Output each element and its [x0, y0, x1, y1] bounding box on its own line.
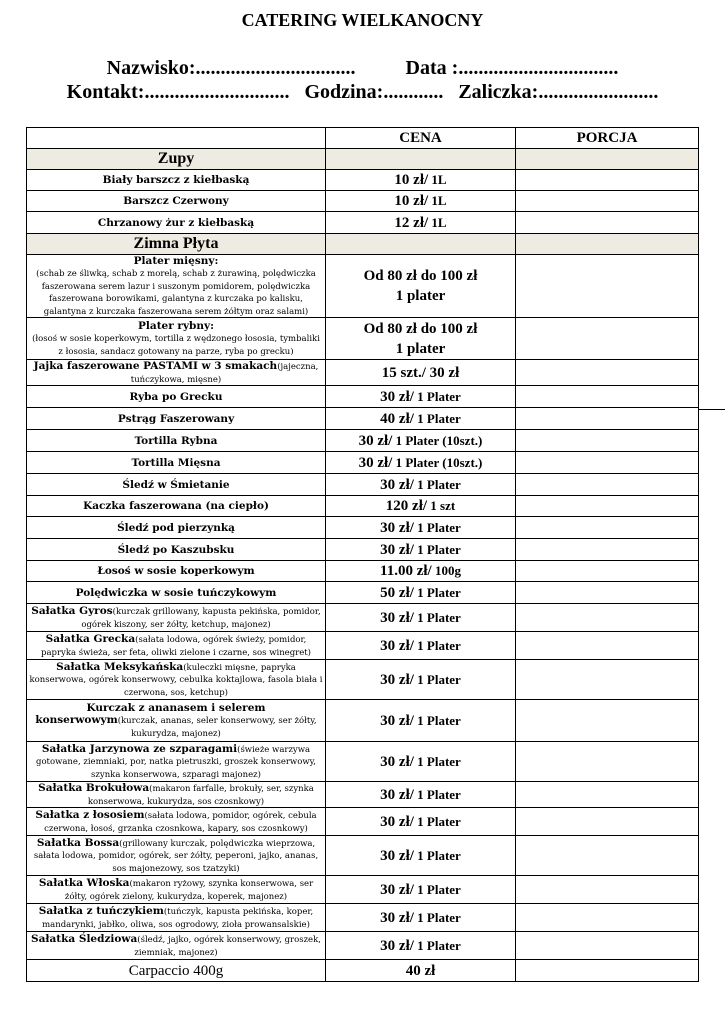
item-price: 40 zł — [326, 960, 516, 982]
table-row — [27, 742, 699, 782]
item-cell — [27, 876, 326, 904]
item-price-unit: 1 Plater (10szt.) — [392, 454, 483, 470]
portion-cell — [516, 561, 699, 582]
portion-cell — [516, 836, 699, 876]
price-cell — [326, 932, 516, 960]
portion-cell — [516, 255, 699, 318]
item-description: (makaron farfalle, brokuły, ser, szynka konserwowa, kukurydza, sos czosnkowy) — [87, 784, 314, 807]
price-cell — [326, 474, 516, 496]
portion-cell — [516, 212, 699, 234]
item-price: 120 zł/ — [385, 498, 428, 514]
table-row — [27, 932, 699, 960]
table-row — [27, 360, 699, 386]
table-row — [27, 904, 699, 932]
price-cell — [326, 496, 516, 517]
item-cell — [27, 904, 326, 932]
item-price: 30 zł/ — [380, 519, 414, 536]
price-cell — [326, 212, 516, 234]
item-price-unit: 1 Plater — [413, 519, 461, 535]
table-row — [27, 408, 699, 430]
item-price-unit: 1 Plater — [413, 937, 461, 953]
item-cell — [27, 452, 326, 474]
item-description: (makaron ryżowy, szynka konserwowa, ser żółty, ogórek zielony, kukurydza, koperek, majonez) — [64, 879, 314, 902]
item-name: Chrzanowy żur z kiełbaską — [97, 216, 255, 229]
item-cell — [27, 496, 326, 517]
price-cell — [326, 452, 516, 474]
portion-cell — [516, 430, 699, 452]
price-cell — [326, 604, 516, 632]
header-price-cell: CENA — [326, 128, 516, 149]
table-header-row — [27, 128, 699, 149]
item-name: Biały barszcz z kiełbaską — [102, 174, 250, 186]
price-cell — [326, 430, 516, 452]
portion-cell — [516, 582, 699, 604]
portion-cell — [516, 234, 699, 255]
portion-cell — [516, 932, 699, 960]
portion-cell — [516, 876, 699, 904]
table-row — [27, 170, 699, 191]
item-description: (świeże warzywa gotowane, ziemniaki, por, natka pietruszki, groszek konserwowy, szynka konserwowa, szparagi majonez) — [36, 744, 316, 780]
portion-cell — [516, 452, 699, 474]
item-name: Śledź pod pierzynką — [117, 521, 235, 534]
item-description: (kurczak grillowany, kapusta pekińska, pomidor, ogórek kiszony, ser żółty, ketchup, majonez) — [81, 607, 321, 630]
price-cell — [326, 904, 516, 932]
table-row — [27, 191, 699, 212]
portion-cell — [516, 496, 699, 517]
item-cell — [27, 474, 326, 496]
item-price: 30 zł/ — [380, 476, 414, 493]
item-name: Sałatka z tuńczykiem — [38, 905, 164, 917]
item-price: Od 80 zł do 100 zł — [363, 320, 478, 337]
item-cell — [27, 932, 326, 960]
price-cell — [326, 836, 516, 876]
table-row — [27, 212, 699, 234]
item-cell — [27, 386, 326, 408]
price-cell — [326, 191, 516, 212]
item-price: 15 szt./ 30 zł — [381, 364, 460, 381]
item-price: 30 zł/ — [380, 637, 414, 654]
item-price: 30 zł/ — [380, 813, 414, 830]
item-cell — [27, 561, 326, 582]
item-name: Sałatka Jarzynowa ze szparagami — [41, 742, 238, 755]
table-row — [27, 876, 699, 904]
item-description: (jajeczna, tuńczykowa, mięsne) — [130, 362, 319, 385]
item-price: 11.00 zł/ — [380, 563, 432, 579]
price-cell — [326, 149, 516, 170]
item-cell — [27, 212, 326, 234]
item-cell — [27, 700, 326, 742]
item-cell — [27, 539, 326, 561]
item-price: 30 zł/ — [358, 454, 393, 471]
item-cell — [27, 191, 326, 212]
item-price: 30 zł/ — [380, 388, 414, 405]
portion-cell — [516, 318, 699, 360]
item-price-unit: 1 Plater — [413, 609, 461, 625]
portion-cell — [516, 191, 699, 212]
item-name: Kurczak z ananasem i selerem konserwowym — [35, 702, 266, 726]
table-row — [27, 561, 699, 582]
item-name: Plater mięsny: — [133, 255, 219, 267]
section-title: Zimna Płyta — [27, 234, 326, 255]
price-cell — [326, 582, 516, 604]
item-description: (sałata lodowa, pomidor, ogórek, cebula czerwona, łosoś, grzanka czosnkowa, kapary, sos czosnkowy) — [44, 811, 317, 834]
item-price: 40 zł/ — [380, 410, 414, 427]
item-cell — [27, 604, 326, 632]
menu-table — [26, 127, 699, 982]
price-cell — [326, 561, 516, 582]
header-line-contact-time-deposit: Kontakt:............................. Godzina:............ Zaliczka:........................ — [66, 81, 659, 103]
item-name: Pstrąg Faszerowany — [117, 412, 235, 425]
item-price: 30 zł/ — [380, 609, 414, 626]
header-line-name-date: Nazwisko:................................ Data :................................ — [106, 57, 619, 79]
price-cell — [326, 360, 516, 386]
item-price: 30 zł/ — [380, 712, 414, 729]
item-name: Sałatka Meksykańska — [56, 660, 184, 673]
item-price: 30 zł/ — [358, 432, 393, 449]
item-cell — [27, 808, 326, 836]
price-cell — [326, 700, 516, 742]
item-name: Barszcz Czerwony — [123, 195, 229, 207]
item-price-unit: 1 Plater — [413, 671, 461, 687]
item-price-unit: 1L — [428, 172, 447, 187]
table-row — [27, 700, 699, 742]
table-row — [27, 604, 699, 632]
item-name: Jajka faszerowane PASTAMI w 3 smakach — [33, 360, 278, 372]
table-row — [27, 960, 699, 982]
table-row — [27, 582, 699, 604]
portion-cell — [516, 742, 699, 782]
table-row — [27, 496, 699, 517]
table-row — [27, 255, 699, 318]
portion-cell — [516, 782, 699, 808]
item-cell — [27, 660, 326, 700]
item-price-unit: 1 Plater — [413, 881, 461, 897]
portion-cell — [516, 474, 699, 496]
portion-cell — [516, 386, 699, 408]
item-name: Tortilla Mięsna — [131, 456, 221, 469]
item-description: (śledź, jajko, ogórek konserwowy, groszek, ziemniak, majonez) — [134, 935, 321, 958]
item-cell — [27, 318, 326, 360]
item-price-unit: 1 Plater — [413, 410, 461, 426]
item-price-unit: 1 plater — [395, 288, 446, 304]
section-row — [27, 149, 699, 170]
item-description: (tuńczyk, kapusta pekińska, koper, mandarynki, jabłko, oliwa, sos ogrodowy, zioła prowansalskie) — [42, 907, 314, 930]
portion-cell — [516, 904, 699, 932]
item-price: 30 zł/ — [380, 753, 414, 770]
item-price-unit: 1 Plater — [413, 637, 461, 653]
price-cell — [326, 782, 516, 808]
item-description: (kurczak, ananas, seler konserwowy, ser żółty, kukurydza, majonez) — [117, 716, 317, 739]
header-item-cell — [27, 128, 326, 149]
item-price-unit: 1 Plater — [413, 584, 461, 600]
item-name: Śledź w Śmietanie — [122, 478, 230, 491]
item-price-unit: 1 Plater — [413, 786, 461, 802]
portion-cell — [516, 170, 699, 191]
item-name: Sałatka Gyros — [31, 605, 113, 617]
item-price-unit: 1 szt — [427, 498, 456, 513]
item-price: Od 80 zł do 100 zł — [363, 268, 478, 284]
item-name: Sałatka Bossa — [36, 836, 120, 849]
item-price: 30 zł/ — [380, 671, 414, 688]
portion-cell — [516, 149, 699, 170]
portion-cell — [516, 517, 699, 539]
table-row — [27, 430, 699, 452]
item-price-unit: 1 Plater — [413, 909, 461, 925]
item-price: 10 zł/ — [394, 193, 429, 209]
item-price-unit: 1 Plater (10szt.) — [392, 432, 483, 448]
price-cell — [326, 876, 516, 904]
item-cell — [27, 836, 326, 876]
item-price: 10 zł/ — [394, 172, 429, 188]
price-cell — [326, 255, 516, 318]
item-name: Ryba po Grecku — [129, 390, 223, 403]
item-name: Tortilla Rybna — [134, 434, 218, 447]
portion-cell — [516, 360, 699, 386]
price-cell — [326, 408, 516, 430]
item-price-unit: 1 Plater — [413, 712, 461, 728]
portion-cell — [516, 660, 699, 700]
item-cell — [27, 582, 326, 604]
item-cell — [27, 430, 326, 452]
price-cell — [326, 632, 516, 660]
item-cell — [27, 742, 326, 782]
section-title: Zupy — [27, 149, 326, 170]
price-cell — [326, 660, 516, 700]
item-name: Sałatka Włoska — [38, 877, 130, 889]
item-cell — [27, 170, 326, 191]
item-price: 30 zł/ — [380, 541, 414, 558]
page-title: CATERING WIELKANOCNY — [241, 10, 484, 30]
price-cell — [326, 318, 516, 360]
item-name: Carpaccio 400g — [27, 960, 326, 982]
item-price: 30 zł/ — [380, 847, 414, 864]
item-cell — [27, 782, 326, 808]
price-cell — [326, 170, 516, 191]
price-cell — [326, 386, 516, 408]
section-row — [27, 234, 699, 255]
item-description: (sałata lodowa, ogórek świeży, pomidor, papryka świeża, ser feta, oliwki zielone i czarne, sos winegret) — [41, 635, 311, 658]
item-cell — [27, 632, 326, 660]
item-description: (łosoś w sosie koperkowym, tortilla z wędzonego łososia, tymbaliki z łososia, sandacz gotowany na parze, ryba po grecku) — [32, 334, 320, 357]
item-description: (schab ze śliwką, schab z morelą, schab z żurawiną, polędwiczka faszerowana serem lazur i suszonym pomidorem, polędwiczka faszerowana borowikami, galantyna z kurczaka po kalisku, galantyna z kurczaka faszerowana serem żółtym oraz salami) — [36, 269, 316, 317]
item-price-unit: 1 Plater — [413, 476, 461, 492]
price-cell — [326, 234, 516, 255]
item-name: Sałatka Grecka — [45, 633, 136, 645]
item-price-unit: 1 Plater — [413, 847, 461, 863]
portion-cell — [516, 632, 699, 660]
item-price: 30 zł/ — [380, 786, 414, 803]
table-row — [27, 386, 699, 408]
item-cell — [27, 255, 326, 318]
table-row — [27, 452, 699, 474]
portion-cell — [516, 539, 699, 561]
item-price-unit: 1 plater — [395, 340, 446, 357]
item-description: (grillowany kurczak, polędwiczka wieprzowa, sałata lodowa, pomidor, ogórek, ser żółty, peperoni, jajko, ananas, sos majonezowy, sos tzatzyki) — [33, 838, 319, 874]
item-price-unit: 1 Plater — [413, 388, 461, 404]
item-price-unit: 100g — [431, 563, 461, 578]
table-row — [27, 517, 699, 539]
price-cell — [326, 517, 516, 539]
item-cell — [27, 360, 326, 386]
item-price-unit: 1 Plater — [413, 541, 461, 557]
table-row — [27, 782, 699, 808]
header-portion-cell: PORCJA — [516, 128, 699, 149]
table-row — [27, 539, 699, 561]
item-price-unit: 1L — [428, 214, 447, 230]
portion-cell — [516, 808, 699, 836]
table-row — [27, 474, 699, 496]
table-row — [27, 660, 699, 700]
table-row — [27, 632, 699, 660]
stray-line — [698, 409, 725, 410]
item-price-unit: 1L — [428, 193, 447, 208]
table-row — [27, 808, 699, 836]
price-cell — [326, 808, 516, 836]
item-name: Sałatka Śledziowa — [31, 933, 138, 945]
table-row — [27, 318, 699, 360]
item-name: Plater rybny: — [138, 320, 214, 332]
item-name: Łosoś w sosie koperkowym — [97, 565, 255, 577]
portion-cell — [516, 700, 699, 742]
item-name: Kaczka faszerowana (na ciepło) — [83, 500, 269, 512]
item-name: Sałatka z łososiem — [35, 809, 145, 821]
item-price: 30 zł/ — [380, 937, 414, 954]
table-row — [27, 836, 699, 876]
portion-cell — [516, 960, 699, 982]
price-cell — [326, 539, 516, 561]
price-cell — [326, 742, 516, 782]
item-price-unit: 1 Plater — [413, 813, 461, 829]
item-name: Polędwiczka w sosie tuńczykowym — [75, 586, 277, 599]
item-price: 50 zł/ — [380, 584, 414, 601]
item-price-unit: 1 Plater — [413, 753, 461, 769]
item-price: 12 zł/ — [394, 214, 429, 231]
item-description: (kuleczki mięsne, papryka konserwowa, ogórek konserwowy, cebulka koktajlowa, fasola biała i czerwona, sos, ketchup) — [29, 662, 323, 698]
item-cell — [27, 517, 326, 539]
item-name: Sałatka Brokułowa — [38, 782, 150, 794]
item-price: 30 zł/ — [380, 909, 414, 926]
portion-cell — [516, 604, 699, 632]
item-name: Śledź po Kaszubsku — [117, 543, 235, 556]
portion-cell — [516, 408, 699, 430]
item-cell — [27, 408, 326, 430]
item-price: 30 zł/ — [380, 881, 414, 898]
